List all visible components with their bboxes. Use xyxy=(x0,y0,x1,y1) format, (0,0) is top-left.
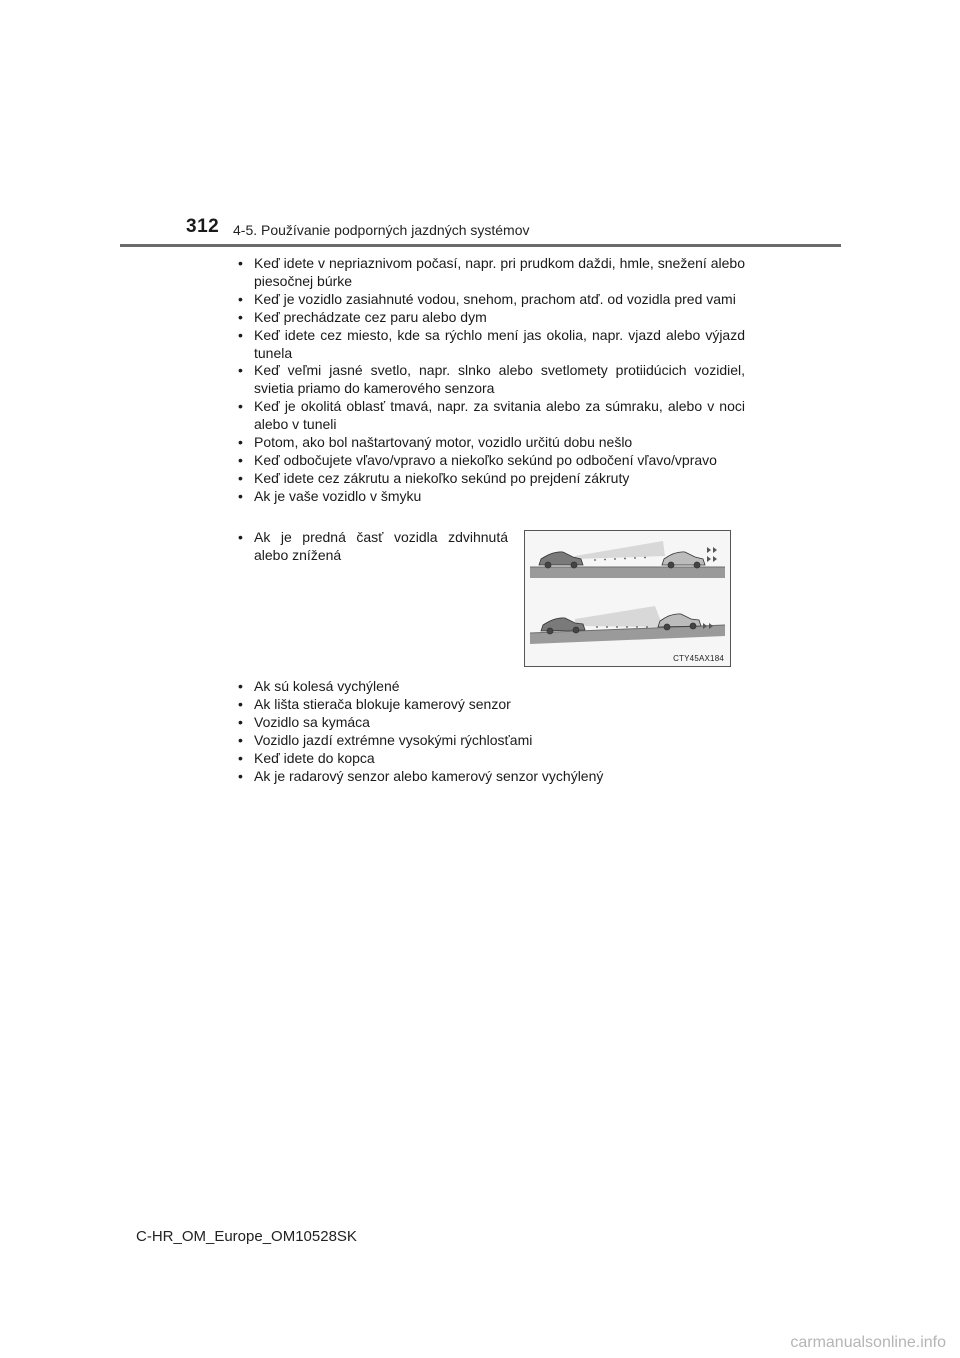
bullet-icon: • xyxy=(238,767,243,784)
car-icon-rear-upper xyxy=(539,552,583,568)
figure-code: CTY45AX184 xyxy=(673,654,724,663)
bullet-icon: • xyxy=(238,469,243,486)
list-item xyxy=(236,750,745,768)
list-item xyxy=(236,470,745,488)
bullet-icon: • xyxy=(238,695,243,712)
list-item-text: Keď idete do kopca xyxy=(254,749,375,766)
bullet-icon: • xyxy=(238,678,243,694)
bullet-icon: • xyxy=(238,434,243,451)
bullet-icon: • xyxy=(238,326,243,343)
conditions-list-a xyxy=(236,255,745,506)
section-title: 4-5. Používanie podporných jazdných systémov xyxy=(233,222,530,238)
header-rule xyxy=(120,244,841,247)
bullet-icon: • xyxy=(238,529,243,545)
list-item-text: Keď veľmi jasné svetlo, napr. slnko alebo svetlomety protiidúcich vozidiel, svietia priamo do kamerového senzora xyxy=(254,362,745,397)
bullet-icon: • xyxy=(238,749,243,766)
bullet-icon: • xyxy=(238,255,243,271)
sensor-beam-upper xyxy=(575,541,665,559)
list-item-text: Keď idete v nepriaznivom počasí, napr. pri prudkom daždi, hmle, snežení alebo piesočnej búrke xyxy=(254,255,745,289)
bullet-icon: • xyxy=(238,290,243,307)
list-item xyxy=(236,696,745,714)
list-item xyxy=(236,255,745,291)
list-item-text: Keď idete cez miesto, kde sa rýchlo mení jas okolia, napr. vjazd alebo výjazd tunela xyxy=(254,326,745,361)
list-item xyxy=(236,309,745,327)
illustration-figure xyxy=(524,530,731,667)
list-item xyxy=(236,327,745,363)
list-item-text: Keď je vozidlo zasiahnuté vodou, snehom, prachom atď. od vozidla pred vami xyxy=(254,290,736,307)
list-item xyxy=(236,488,745,506)
bullet-icon: • xyxy=(238,451,243,468)
sensor-beam-lower xyxy=(575,606,663,627)
bullet-icon: • xyxy=(238,731,243,748)
list-item xyxy=(236,291,745,309)
list-item-text: Keď odbočujete vľavo/vpravo a niekoľko sekúnd po odbočení vľavo/vpravo xyxy=(254,451,717,468)
list-item xyxy=(236,452,745,470)
list-item-text: Ak je radarový senzor alebo kamerový senzor vychýlený xyxy=(254,767,604,784)
list-item xyxy=(236,678,745,696)
list-item xyxy=(236,362,745,398)
bullet-icon: • xyxy=(238,487,243,504)
list-item xyxy=(236,714,745,732)
bullet-icon: • xyxy=(238,308,243,325)
conditions-list-c xyxy=(236,678,745,785)
list-item xyxy=(236,768,745,786)
list-item-text: Keď idete cez zákrutu a niekoľko sekúnd po prejdení zákruty xyxy=(254,469,630,486)
bullet-icon: • xyxy=(238,362,243,379)
list-item-text: Keď je okolitá oblasť tmavá, napr. za svitania alebo za súmraku, alebo v noci alebo v tuneli xyxy=(254,398,745,433)
list-item-text: Vozidlo jazdí extrémne vysokými rýchlosťami xyxy=(254,731,533,748)
list-item-text: Ak sú kolesá vychýlené xyxy=(254,678,400,694)
conditions-list-b xyxy=(236,529,508,565)
list-item-text: Potom, ako bol naštartovaný motor, vozidlo určitú dobu nešlo xyxy=(254,434,633,451)
bullet-icon: • xyxy=(238,713,243,730)
car-sensor-illustration xyxy=(525,531,730,666)
list-item xyxy=(236,732,745,750)
list-item-text: Ak je vaše vozidlo v šmyku xyxy=(254,487,422,504)
page-number: 312 xyxy=(186,216,220,237)
car-icon-front-upper xyxy=(662,552,705,568)
list-item-text: Ak je predná časť vozidla zdvihnutá alebo znížená xyxy=(254,529,508,563)
bullet-icon: • xyxy=(238,398,243,415)
list-item xyxy=(236,398,745,434)
list-item xyxy=(236,529,508,565)
list-item-text: Vozidlo sa kymáca xyxy=(254,713,370,730)
watermark: carmanualsonline.info xyxy=(790,1334,946,1351)
list-item-text: Keď prechádzate cez paru alebo dym xyxy=(254,308,487,325)
list-item-text: Ak lišta stierača blokuje kamerový senzor xyxy=(254,695,511,712)
road-upper xyxy=(530,567,725,578)
list-item xyxy=(236,434,745,452)
document-id: C-HR_OM_Europe_OM10528SK xyxy=(136,1228,357,1245)
